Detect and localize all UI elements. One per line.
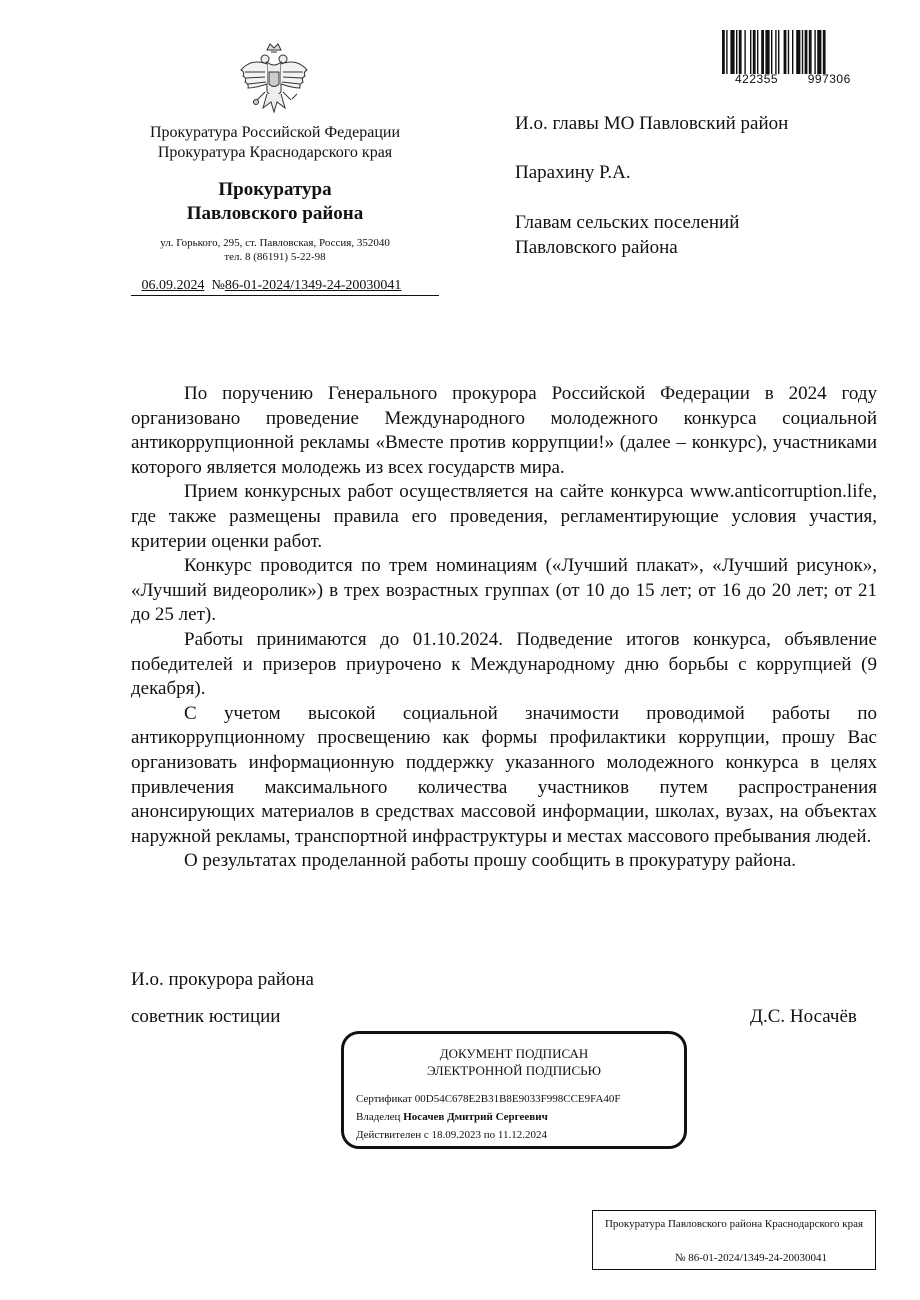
stamp-valid-label: Действителен с: [356, 1129, 429, 1141]
stamp-valid-to: 11.12.2024: [497, 1129, 547, 1141]
barcode-bar: [796, 30, 800, 74]
barcode-bar: [753, 30, 756, 74]
barcode-icon: [722, 30, 862, 74]
barcode-bar: [805, 30, 808, 74]
barcode-bar: [744, 30, 745, 74]
stamp-owner: [356, 1111, 548, 1123]
stamp-cert-value: 00D54C678E2B31B8E9033F998CCE9FA40F: [414, 1093, 621, 1105]
e-signature-stamp: [341, 1031, 687, 1149]
state-emblem-icon: [237, 42, 311, 122]
stamp-valid-to-label: по: [483, 1129, 496, 1141]
number-sign: №: [211, 278, 225, 293]
office-title: [110, 178, 440, 226]
org-line-2: Прокуратура Краснодарского края: [157, 144, 393, 161]
barcode-bar: [761, 30, 764, 74]
doc-number: 86-01-2024/1349-24-20030041: [224, 278, 402, 293]
registration-box: [592, 1210, 876, 1270]
signer-position: И.о. прокурора района: [131, 969, 314, 990]
body-paragraph-3: Конкурс проводится по трем номинациям («Лучший плакат», «Лучший рисунок», «Лучший видеоролик») в трех возрастных группах (от 10 до 15 лет; от 16 до 20 лет; от 21 до 25 лет).: [131, 555, 877, 626]
barcode-bar: [739, 30, 742, 74]
registration-line: [131, 278, 439, 296]
office-address: [110, 236, 440, 264]
body-paragraph-6: О результатах проделанной работы прошу сообщить в прокуратуру района.: [184, 850, 797, 872]
barcode-bar: [817, 30, 821, 74]
recipient-3: [515, 210, 855, 260]
stamp-certificate: [356, 1093, 621, 1105]
barcode-bar: [792, 30, 793, 74]
stamp-owner-label: Владелец: [356, 1111, 401, 1123]
regbox-org: Прокуратура Павловского района Краснодарского края: [604, 1218, 864, 1230]
stamp-owner-value: Носачев Дмитрий Сергеевич: [403, 1111, 548, 1123]
barcode-bar: [736, 30, 737, 74]
barcode-bar: [765, 30, 769, 74]
doc-date: 06.09.2024: [141, 278, 205, 293]
barcode-bar: [730, 30, 734, 74]
barcode-bar: [784, 30, 787, 74]
letter-body: [131, 382, 877, 874]
recipient-2: Парахину Р.А.: [515, 162, 631, 183]
barcode-bar: [750, 30, 751, 74]
barcode-bar: [778, 30, 779, 74]
barcode-numbers: [735, 72, 851, 86]
org-line-1: Прокуратура Российской Федерации: [149, 124, 401, 141]
barcode-bar: [814, 30, 815, 74]
barcode-bar: [788, 30, 789, 74]
body-paragraph-4: Работы принимаются до 01.10.2024. Подведение итогов конкурса, объявление победителей и призеров приурочено к Международному дню борьбы с коррупцией (9 декабря).: [131, 628, 877, 700]
body-paragraph-5: С учетом высокой социальной значимости проводимой работы по антикоррупционному просвещению как формы профилактики коррупции, прошу Вас организовать информационную поддержку указанного молодежного конкурса в целях привлечения максимального количества участников путем распространения анонсирующих материалов в средствах массовой информации, школах, вузах, на объектах наружной рекламы, транспортной инфраструктуры и местах массового пребывания людей.: [131, 702, 877, 847]
recipient-1: И.о. главы МО Павловский район: [515, 113, 789, 134]
address-phone: тел. 8 (86191) 5-22-98: [224, 251, 326, 263]
office-title-line1: Прокуратура: [218, 179, 332, 200]
barcode-left-number: 422355: [735, 72, 779, 86]
recipient-3-line2: Павловского района: [515, 237, 678, 258]
barcode-right-number: 997306: [807, 72, 851, 86]
barcode-bar: [757, 30, 758, 74]
barcode-bar: [802, 30, 803, 74]
barcode-bar: [823, 30, 826, 74]
office-title-line2: Павловского района: [186, 203, 364, 224]
regbox-number: № 86-01-2024/1349-24-20030041: [675, 1252, 827, 1264]
barcode-bar: [726, 30, 727, 74]
stamp-cert-label: Сертификат: [356, 1093, 412, 1105]
body-paragraph-2: Прием конкурсных работ осуществляется на сайте конкурса www.anticorruption.life, где также размещены правила его проведения, регламентирующие условия участия, критерии оценки работ.: [131, 481, 877, 552]
stamp-title-1: ДОКУМЕНТ ПОДПИСАН: [439, 1046, 589, 1061]
stamp-validity: [356, 1129, 547, 1141]
barcode-bar: [809, 30, 812, 74]
body-paragraph-1: По поручению Генерального прокурора Российской Федерации в 2024 году организовано проведение Международного молодежного конкурса социальной антикоррупционной рекламы «Вместе против коррупции!» (далее – конкурс), участниками которого является молодежь из всех государств мира.: [131, 383, 877, 478]
barcode-bar: [775, 30, 776, 74]
barcode-bar: [771, 30, 772, 74]
signer-name: Д.С. Носачёв: [750, 1006, 857, 1027]
address-line-1: ул. Горького, 295, ст. Павловская, Россия, 352040: [160, 237, 390, 249]
signer-rank: советник юстиции: [131, 1006, 281, 1027]
recipient-3-line1: Главам сельских поселений: [515, 212, 740, 233]
stamp-valid-from: 18.09.2023: [431, 1129, 482, 1141]
barcode-bar: [722, 30, 725, 74]
stamp-title-2: ЭЛЕКТРОННОЙ ПОДПИСЬЮ: [427, 1063, 601, 1078]
